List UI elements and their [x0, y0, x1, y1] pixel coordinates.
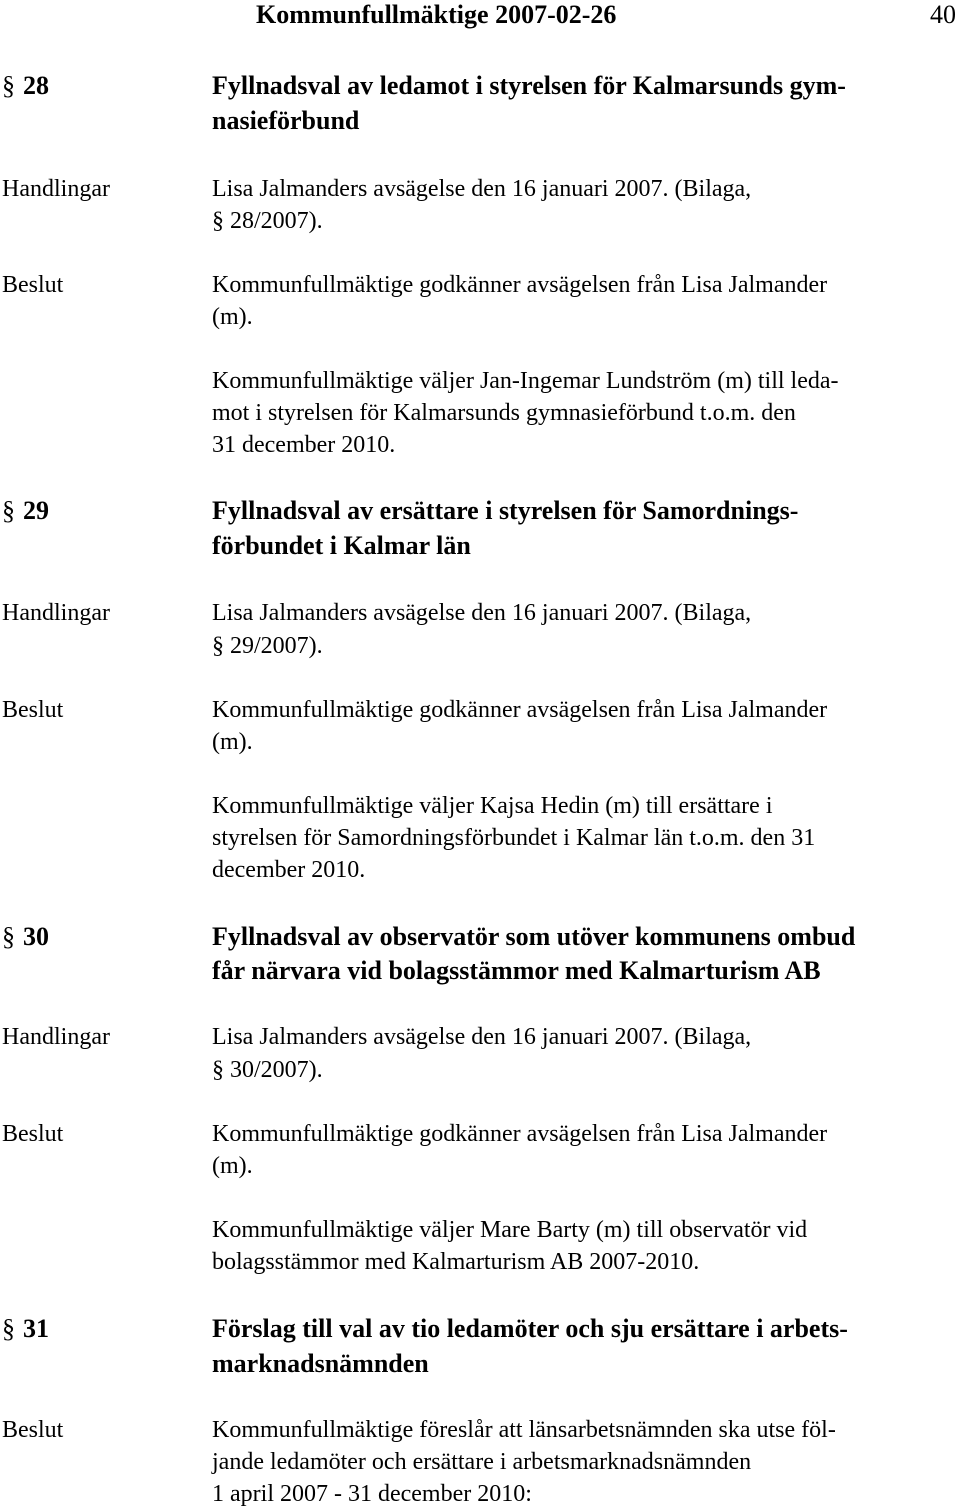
- handlingar-label: Handlingar: [2, 1024, 110, 1050]
- handlingar-text-line: Lisa Jalmanders avsägelse den 16 januari 2007. (Bilaga,: [212, 176, 752, 202]
- beslut-text-line: (m).: [212, 304, 253, 330]
- page-header-title: Kommunfullmäktige 2007-02-26: [256, 0, 617, 29]
- section-title-line: Förslag till val av tio ledamöter och sju ersättare i arbets-: [212, 1314, 848, 1343]
- handlingar-text-line: Lisa Jalmanders avsägelse den 16 januari 2007. (Bilaga,: [212, 1024, 752, 1050]
- beslut-text-line: december 2010.: [212, 857, 366, 883]
- beslut-label: Beslut: [2, 272, 64, 298]
- beslut-text-line: Kommunfullmäktige godkänner avsägelsen från Lisa Jalmander: [212, 697, 828, 723]
- handlingar-text-line: Lisa Jalmanders avsägelse den 16 januari 2007. (Bilaga,: [212, 600, 752, 626]
- beslut-text-line: Kommunfullmäktige godkänner avsägelsen från Lisa Jalmander: [212, 1121, 828, 1147]
- beslut-label: Beslut: [2, 1417, 64, 1443]
- beslut-text-line: bolagsstämmor med Kalmarturism AB 2007-2010.: [212, 1249, 700, 1275]
- section-sign: §: [2, 1314, 15, 1343]
- handlingar-text-line: § 29/2007).: [212, 633, 323, 659]
- section-title-line: Fyllnadsval av ersättare i styrelsen för Samordnings-: [212, 496, 799, 525]
- section-number: 29: [23, 496, 49, 525]
- handlingar-label: Handlingar: [2, 176, 110, 202]
- beslut-text-line: Kommunfullmäktige väljer Kajsa Hedin (m) till ersättare i: [212, 793, 773, 819]
- beslut-text-line: styrelsen för Samordningsförbundet i Kalmar län t.o.m. den 31: [212, 825, 816, 851]
- beslut-text-line: Kommunfullmäktige väljer Jan-Ingemar Lundström (m) till leda-: [212, 368, 839, 394]
- section-title-line: Fyllnadsval av observatör som utöver kommunens ombud: [212, 922, 856, 951]
- handlingar-text-line: § 28/2007).: [212, 208, 323, 234]
- beslut-text-line: (m).: [212, 729, 253, 755]
- section-title-line: får närvara vid bolagsstämmor med Kalmarturism AB: [212, 956, 821, 985]
- section-title-line: förbundet i Kalmar län: [212, 531, 471, 560]
- section-number: 30: [23, 922, 49, 951]
- beslut-text-line: Kommunfullmäktige godkänner avsägelsen från Lisa Jalmander: [212, 272, 828, 298]
- section-sign: §: [2, 71, 15, 100]
- beslut-label: Beslut: [2, 697, 64, 723]
- page-number: 40: [930, 0, 956, 29]
- section-sign: §: [2, 496, 15, 525]
- section-number: 31: [23, 1314, 49, 1343]
- beslut-text-line: (m).: [212, 1153, 253, 1179]
- beslut-text-line: mot i styrelsen för Kalmarsunds gymnasieförbund t.o.m. den: [212, 400, 796, 426]
- section-title-line: marknadsnämnden: [212, 1349, 429, 1378]
- beslut-text-line: Kommunfullmäktige föreslår att länsarbetsnämnden ska utse föl-: [212, 1417, 836, 1443]
- beslut-text-line: Kommunfullmäktige väljer Mare Barty (m) till observatör vid: [212, 1217, 808, 1243]
- section-title-line: nasieförbund: [212, 106, 360, 135]
- handlingar-label: Handlingar: [2, 600, 110, 626]
- handlingar-text-line: § 30/2007).: [212, 1057, 323, 1083]
- beslut-label: Beslut: [2, 1121, 64, 1147]
- beslut-text-line: jande ledamöter och ersättare i arbetsmarknadsnämnden: [212, 1449, 752, 1475]
- section-number: 28: [23, 71, 49, 100]
- section-title-line: Fyllnadsval av ledamot i styrelsen för Kalmarsunds gym-: [212, 71, 846, 100]
- beslut-text-line: 31 december 2010.: [212, 432, 396, 458]
- beslut-text-line: 1 april 2007 - 31 december 2010:: [212, 1481, 532, 1507]
- section-sign: §: [2, 922, 15, 951]
